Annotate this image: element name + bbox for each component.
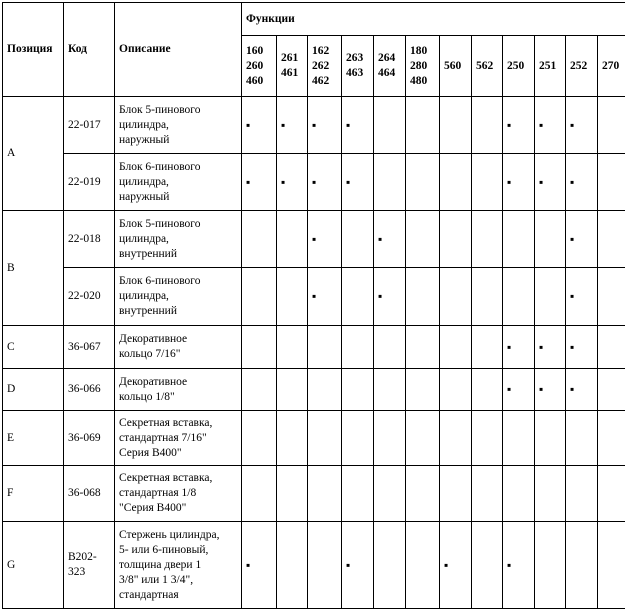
mark-dot: ▪ <box>507 340 511 354</box>
mark-dot: ▪ <box>246 558 250 572</box>
description-line: Декоративное <box>119 333 187 345</box>
cell-function-mark <box>242 154 277 211</box>
cell-function-mark <box>374 211 406 268</box>
cell-function-mark <box>535 97 566 154</box>
cell-code: 22-020 <box>64 268 115 326</box>
cell-function-mark <box>440 522 472 609</box>
description-line: стандартная 7/16" <box>119 432 207 444</box>
cell-function-mark <box>406 268 440 326</box>
cell-code: 22-019 <box>64 154 115 211</box>
mark-dot: ▪ <box>539 118 543 132</box>
cell-function-mark <box>566 211 598 268</box>
function-code: 263 <box>346 52 363 64</box>
cell-function-mark <box>342 154 374 211</box>
cell-function-mark <box>440 326 472 369</box>
cell-function-mark <box>535 411 566 466</box>
header-function-261 <box>277 36 308 97</box>
cell-function-mark <box>406 154 440 211</box>
header-functions: Функции <box>242 3 625 36</box>
cell-function-mark <box>308 411 342 466</box>
description-line: Блок 6-пинового <box>119 161 200 173</box>
mark-dot: ▪ <box>444 558 448 572</box>
description-line: цилиндра, <box>119 119 169 131</box>
cell-function-mark <box>406 522 440 609</box>
cell-function-mark <box>374 268 406 326</box>
cell-function-mark <box>374 97 406 154</box>
cell-function-mark <box>308 369 342 411</box>
function-code: 251 <box>539 60 556 72</box>
parts-table <box>2 2 625 609</box>
mark-dot: ▪ <box>539 382 543 396</box>
header-function-560 <box>440 36 472 97</box>
cell-description <box>115 369 242 411</box>
mark-dot: ▪ <box>507 175 511 189</box>
cell-function-mark <box>503 369 535 411</box>
mark-dot: ▪ <box>246 175 250 189</box>
mark-dot: ▪ <box>570 175 574 189</box>
cell-function-mark <box>566 411 598 466</box>
cell-function-mark <box>374 411 406 466</box>
description-line: Блок 6-пинового <box>119 275 200 287</box>
mark-dot: ▪ <box>507 558 511 572</box>
cell-code: 36-069 <box>64 411 115 466</box>
mark-dot: ▪ <box>570 382 574 396</box>
cell-function-mark <box>535 268 566 326</box>
mark-dot: ▪ <box>570 118 574 132</box>
cell-description <box>115 211 242 268</box>
description-line: "Серия B400" <box>119 502 186 514</box>
cell-function-mark <box>472 369 503 411</box>
cell-function-mark <box>472 268 503 326</box>
description-line: Блок 5-пинового <box>119 104 200 116</box>
cell-description <box>115 466 242 522</box>
cell-position: E <box>3 411 64 466</box>
header-description: Описание <box>115 3 242 97</box>
mark-dot: ▪ <box>570 232 574 246</box>
cell-function-mark <box>342 268 374 326</box>
description-line: толщина двери 1 <box>119 559 201 571</box>
cell-function-mark <box>242 97 277 154</box>
function-code: 270 <box>602 60 619 72</box>
function-code: 460 <box>246 75 263 87</box>
cell-function-mark <box>598 326 625 369</box>
cell-description <box>115 97 242 154</box>
mark-dot: ▪ <box>281 118 285 132</box>
mark-dot: ▪ <box>539 175 543 189</box>
function-code: 463 <box>346 67 363 79</box>
cell-function-mark <box>406 326 440 369</box>
mark-dot: ▪ <box>346 558 350 572</box>
description-line: кольцо 1/8" <box>119 391 175 403</box>
function-code: 562 <box>476 60 493 72</box>
cell-function-mark <box>342 211 374 268</box>
cell-function-mark <box>242 326 277 369</box>
cell-position: A <box>3 97 64 211</box>
cell-function-mark <box>277 97 308 154</box>
description-line: Серия B400" <box>119 447 182 459</box>
cell-function-mark <box>503 154 535 211</box>
cell-function-mark <box>440 154 472 211</box>
cell-code: 36-068 <box>64 466 115 522</box>
cell-function-mark <box>308 268 342 326</box>
table-row <box>3 522 625 609</box>
cell-position: B <box>3 211 64 326</box>
mark-dot: ▪ <box>507 118 511 132</box>
function-code: 462 <box>312 75 329 87</box>
cell-function-mark <box>308 466 342 522</box>
mark-dot: ▪ <box>312 118 316 132</box>
cell-function-mark <box>472 326 503 369</box>
cell-function-mark <box>277 522 308 609</box>
cell-description <box>115 326 242 369</box>
header-function-252 <box>566 36 598 97</box>
cell-function-mark <box>374 326 406 369</box>
cell-position: G <box>3 522 64 609</box>
description-line: стандартная 1/8 <box>119 487 196 499</box>
cell-function-mark <box>598 466 625 522</box>
cell-function-mark <box>503 326 535 369</box>
cell-function-mark <box>503 211 535 268</box>
header-function-562 <box>472 36 503 97</box>
cell-function-mark <box>277 268 308 326</box>
description-line: наружный <box>119 191 169 203</box>
cell-function-mark <box>472 466 503 522</box>
cell-function-mark <box>277 411 308 466</box>
cell-function-mark <box>566 522 598 609</box>
mark-dot: ▪ <box>507 382 511 396</box>
cell-function-mark <box>308 326 342 369</box>
cell-function-mark <box>440 268 472 326</box>
cell-function-mark <box>242 522 277 609</box>
mark-dot: ▪ <box>312 175 316 189</box>
cell-function-mark <box>342 411 374 466</box>
cell-function-mark <box>503 522 535 609</box>
cell-function-mark <box>406 97 440 154</box>
cell-function-mark <box>242 369 277 411</box>
description-line: цилиндра, <box>119 176 169 188</box>
cell-function-mark <box>242 211 277 268</box>
cell-code: 22-017 <box>64 97 115 154</box>
cell-code: 36-067 <box>64 326 115 369</box>
cell-function-mark <box>566 154 598 211</box>
table-row <box>3 369 625 411</box>
cell-function-mark <box>503 97 535 154</box>
header-function-180 <box>406 36 440 97</box>
cell-function-mark <box>535 326 566 369</box>
mark-dot: ▪ <box>570 289 574 303</box>
cell-function-mark <box>374 522 406 609</box>
cell-function-mark <box>277 369 308 411</box>
cell-function-mark <box>472 97 503 154</box>
cell-description <box>115 411 242 466</box>
header-function-160 <box>242 36 277 97</box>
cell-function-mark <box>598 522 625 609</box>
cell-position: F <box>3 466 64 522</box>
cell-position: D <box>3 369 64 411</box>
function-code: 252 <box>570 60 587 72</box>
table-row <box>3 411 625 466</box>
function-code: 461 <box>281 67 298 79</box>
description-line: Блок 5-пинового <box>119 218 200 230</box>
cell-function-mark <box>503 466 535 522</box>
mark-dot: ▪ <box>346 118 350 132</box>
cell-function-mark <box>440 369 472 411</box>
mark-dot: ▪ <box>246 118 250 132</box>
cell-function-mark <box>503 411 535 466</box>
cell-function-mark <box>566 97 598 154</box>
description-line: цилиндра, <box>119 233 169 245</box>
cell-function-mark <box>308 522 342 609</box>
cell-function-mark <box>308 154 342 211</box>
cell-function-mark <box>598 369 625 411</box>
table-row <box>3 326 625 369</box>
mark-dot: ▪ <box>378 232 382 246</box>
cell-function-mark <box>406 411 440 466</box>
table-row <box>3 97 625 154</box>
cell-function-mark <box>342 466 374 522</box>
cell-function-mark <box>472 522 503 609</box>
function-code: 280 <box>410 60 427 72</box>
table-row <box>3 211 625 268</box>
description-line: Секретная вставка, <box>119 417 212 429</box>
cell-function-mark <box>440 466 472 522</box>
function-code: 250 <box>507 60 524 72</box>
cell-function-mark <box>566 466 598 522</box>
function-code: 480 <box>410 75 427 87</box>
mark-dot: ▪ <box>346 175 350 189</box>
description-line: Секретная вставка, <box>119 472 212 484</box>
cell-function-mark <box>566 369 598 411</box>
mark-dot: ▪ <box>378 289 382 303</box>
table-row <box>3 154 625 211</box>
cell-code: 36-066 <box>64 369 115 411</box>
function-code: 464 <box>378 67 395 79</box>
cell-function-mark <box>566 268 598 326</box>
description-line: цилиндра, <box>119 290 169 302</box>
cell-function-mark <box>342 326 374 369</box>
function-code: 560 <box>444 60 461 72</box>
cell-function-mark <box>242 268 277 326</box>
cell-function-mark <box>277 211 308 268</box>
cell-code: B202-323 <box>64 522 115 609</box>
mark-dot: ▪ <box>281 175 285 189</box>
description-line: Декоративное <box>119 376 187 388</box>
cell-function-mark <box>440 97 472 154</box>
cell-function-mark <box>342 97 374 154</box>
mark-dot: ▪ <box>312 289 316 303</box>
cell-function-mark <box>242 411 277 466</box>
cell-description <box>115 522 242 609</box>
cell-function-mark <box>566 326 598 369</box>
cell-function-mark <box>472 154 503 211</box>
cell-function-mark <box>440 211 472 268</box>
description-line: 5- или 6-пиновый, <box>119 544 208 556</box>
cell-function-mark <box>598 154 625 211</box>
cell-function-mark <box>598 97 625 154</box>
description-line: 3/8" или 1 3/4", <box>119 574 193 586</box>
header-code: Код <box>64 3 115 97</box>
cell-function-mark <box>308 211 342 268</box>
cell-function-mark <box>472 411 503 466</box>
cell-function-mark <box>406 369 440 411</box>
cell-function-mark <box>598 411 625 466</box>
cell-description <box>115 268 242 326</box>
cell-function-mark <box>472 211 503 268</box>
cell-function-mark <box>342 369 374 411</box>
cell-function-mark <box>406 211 440 268</box>
cell-function-mark <box>598 211 625 268</box>
function-code: 262 <box>312 60 329 72</box>
cell-function-mark <box>308 97 342 154</box>
header-function-264 <box>374 36 406 97</box>
table-row <box>3 268 625 326</box>
header-function-270 <box>598 36 625 97</box>
description-line: наружный <box>119 134 169 146</box>
function-code: 260 <box>246 60 263 72</box>
mark-dot: ▪ <box>570 340 574 354</box>
cell-function-mark <box>342 522 374 609</box>
header-function-263 <box>342 36 374 97</box>
cell-function-mark <box>277 466 308 522</box>
cell-function-mark <box>242 466 277 522</box>
description-line: стандартная <box>119 589 179 601</box>
cell-function-mark <box>535 466 566 522</box>
cell-function-mark <box>535 211 566 268</box>
function-code: 264 <box>378 52 395 64</box>
header-position: Позиция <box>3 3 64 97</box>
cell-function-mark <box>374 154 406 211</box>
cell-function-mark <box>598 268 625 326</box>
cell-function-mark <box>535 369 566 411</box>
function-code: 160 <box>246 45 263 57</box>
function-code: 162 <box>312 45 329 57</box>
description-line: Стержень цилиндра, <box>119 529 220 541</box>
cell-function-mark <box>406 466 440 522</box>
cell-function-mark <box>277 326 308 369</box>
cell-function-mark <box>503 268 535 326</box>
description-line: внутренний <box>119 305 177 317</box>
cell-description <box>115 154 242 211</box>
header-function-251 <box>535 36 566 97</box>
cell-function-mark <box>440 411 472 466</box>
header-function-162 <box>308 36 342 97</box>
table-row <box>3 466 625 522</box>
cell-function-mark <box>374 466 406 522</box>
cell-function-mark <box>277 154 308 211</box>
cell-function-mark <box>374 369 406 411</box>
function-code: 261 <box>281 52 298 64</box>
function-code: 180 <box>410 45 427 57</box>
cell-position: C <box>3 326 64 369</box>
description-line: кольцо 7/16" <box>119 348 181 360</box>
description-line: внутренний <box>119 248 177 260</box>
cell-function-mark <box>535 154 566 211</box>
mark-dot: ▪ <box>539 340 543 354</box>
mark-dot: ▪ <box>312 232 316 246</box>
cell-function-mark <box>535 522 566 609</box>
header-function-250 <box>503 36 535 97</box>
cell-code: 22-018 <box>64 211 115 268</box>
